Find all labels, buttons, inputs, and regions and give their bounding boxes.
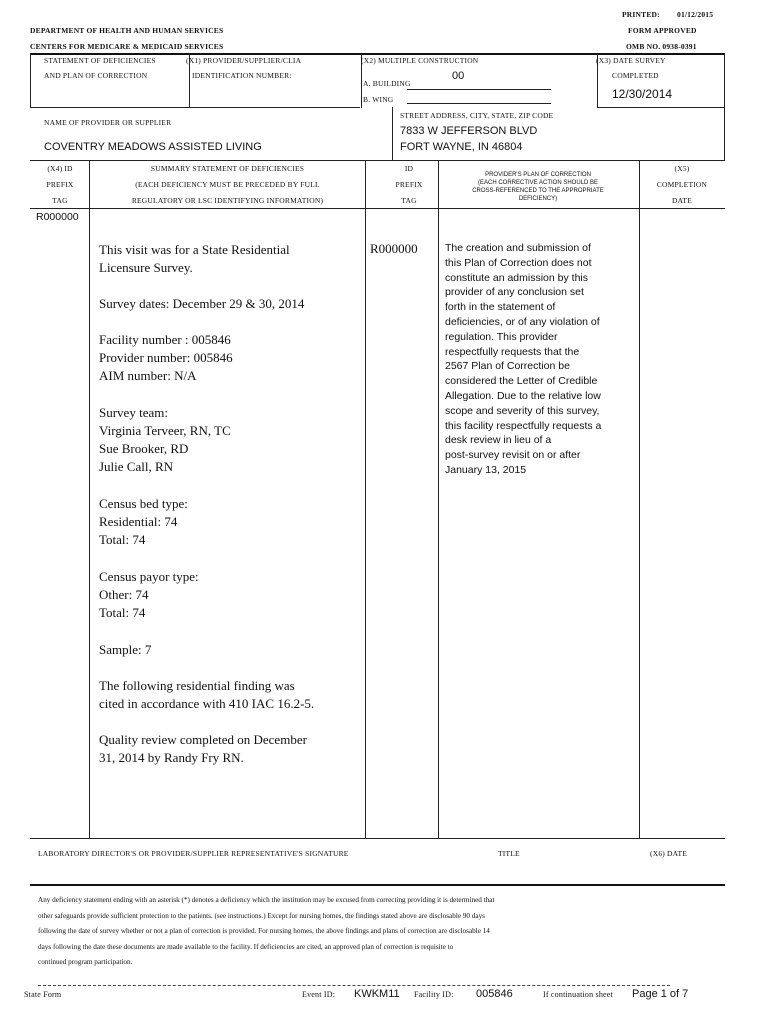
continuation-label: If continuation sheet: [543, 990, 613, 999]
column-divider: [89, 160, 90, 838]
id-label: ID: [404, 164, 414, 173]
grid-divider: [598, 107, 725, 108]
summary-header: SUMMARY STATEMENT OF DEFICIENCIES: [150, 164, 305, 173]
signature-border: [30, 884, 725, 886]
identification-label: IDENTIFICATION NUMBER:: [192, 71, 292, 80]
printed-date: 01/12/2015: [677, 10, 714, 19]
address-label: STREET ADDRESS, CITY, STATE, ZIP CODE: [400, 111, 554, 120]
disclaimer-line: continued program participation.: [38, 958, 133, 966]
table-bottom-border: [30, 838, 725, 839]
street-address: 7833 W JEFFERSON BLVD: [400, 125, 538, 137]
wing-label: B. WING: [363, 95, 394, 104]
x6-date-label: (X6) DATE: [650, 849, 688, 858]
wing-underline: [407, 103, 551, 104]
completion-label: COMPLETION: [656, 180, 708, 189]
x4-tag-label: TAG: [52, 196, 68, 205]
poc-header-line1: PROVIDER'S PLAN OF CORRECTION: [485, 172, 591, 178]
building-label: A. BUILDING: [363, 79, 411, 88]
grid-divider: [724, 53, 725, 161]
summary-header-line2: (EACH DEFICIENCY MUST BE PRECEDED BY FULL: [135, 180, 320, 189]
x4-prefix-label: PREFIX: [46, 180, 74, 189]
summary-paragraph: The following residential finding was cited in accordance with 410 IAC 16.2-5.: [99, 678, 315, 711]
summary-paragraph: Census payor type: Other: 74 Total: 74: [99, 569, 199, 620]
building-value: 00: [452, 70, 465, 82]
summary-header-line3: REGULATORY OR LSC IDENTIFYING INFORMATION): [131, 196, 324, 205]
footer-rule: [38, 985, 670, 986]
disclaimer-line: Any deficiency statement ending with an asterisk (*) denotes a deficiency which the institution may be excused from correcting providing it is determined that: [38, 896, 495, 904]
cms-name: CENTERS FOR MEDICARE & MEDICAID SERVICES: [30, 42, 224, 51]
poc-header-line4: DEFICIENCY): [518, 196, 558, 202]
summary-paragraph: Sample: 7: [99, 642, 152, 657]
disclaimer-line: other safeguards provide sufficient protection to the patients. (see instructions.) Except for nursing homes, the findings stated above are disclosable 90 days: [38, 911, 485, 920]
facility-id-label: Facility ID:: [414, 990, 454, 999]
x3-label: (X3) DATE SURVEY: [596, 56, 666, 65]
id-prefix-tag: R000000: [370, 241, 418, 256]
plan-label: AND PLAN OF CORRECTION: [44, 71, 148, 80]
grid-divider: [392, 107, 393, 161]
date-label: DATE: [672, 196, 692, 205]
state-form-label: State Form: [24, 990, 62, 999]
form-approved: FORM APPROVED: [628, 26, 697, 35]
facility-id-value: 005846: [476, 988, 513, 1000]
summary-paragraph: This visit was for a State Residential Licensure Survey.: [99, 242, 290, 275]
x2-label: (X2) MULTIPLE CONSTRUCTION: [361, 56, 479, 65]
grid-divider: [30, 208, 725, 209]
grid-divider: [30, 107, 360, 108]
disclaimer-line: following the date of survey whether or not a plan of correction is provided. For nursing homes, the above findings and plans of correction are disclosable 14: [38, 927, 490, 935]
x1-label: (X1) PROVIDER/SUPPLIER/CLIA: [186, 56, 302, 65]
city-state-zip: FORT WAYNE, IN 46804: [400, 141, 523, 153]
grid-top-border: [30, 53, 725, 55]
summary-paragraph: Survey team: Virginia Terveer, RN, TC Sue Brooker, RD Julie Call, RN: [99, 405, 231, 474]
column-divider: [438, 160, 439, 838]
summary-statement: [99, 241, 361, 767]
tag-label: TAG: [401, 196, 417, 205]
statement-label: STATEMENT OF DEFICIENCIES: [44, 56, 156, 65]
column-divider: [639, 160, 640, 838]
summary-paragraph: Quality review completed on December 31, 2014 by Randy Fry RN.: [99, 732, 307, 765]
poc-header-line2: (EACH CORRECTIVE ACTION SHOULD BE: [477, 180, 599, 186]
poc-header-line3: CROSS-REFERENCED TO THE APPROPRIATE: [472, 188, 604, 194]
plan-of-correction-text: The creation and submission of this Plan of Correction does not constitute an admission by this provider of any conclusion set forth in the statement of deficiencies, or of any violation of regulation. This provider respectfully requests that the 2567 Plan of Correction be considered the Letter of Credible Allegation. Due to the relative low scope and severity of this survey, this facility respectfully requests a desk review in lieu of a post-survey revisit on or after January 13, 2015: [445, 242, 602, 476]
department-name: DEPARTMENT OF HEALTH AND HUMAN SERVICES: [30, 26, 224, 35]
column-divider: [365, 160, 366, 838]
summary-paragraph: Census bed type: Residential: 74 Total: 74: [99, 496, 188, 547]
left-tag: R000000: [36, 211, 79, 223]
signature-label: LABORATORY DIRECTOR'S OR PROVIDER/SUPPLIER REPRESENTATIVE'S SIGNATURE: [38, 849, 349, 858]
building-underline: [407, 89, 551, 90]
omb-number: OMB NO. 0938-0391: [626, 42, 697, 51]
page-number: Page 1 of 7: [632, 988, 689, 1000]
poc-header: [438, 171, 638, 203]
summary-paragraph: Survey dates: December 29 & 30, 2014: [99, 296, 305, 311]
provider-name: COVENTRY MEADOWS ASSISTED LIVING: [44, 141, 262, 153]
printed-label: PRINTED:: [622, 10, 660, 19]
prefix-label: PREFIX: [395, 180, 423, 189]
completed-label: COMPLETED: [612, 71, 659, 80]
grid-divider: [30, 160, 725, 161]
event-id-value: KWKM11: [354, 988, 400, 1000]
title-label: TITLE: [498, 849, 520, 858]
survey-completed-date: 12/30/2014: [612, 87, 673, 101]
x4-id-label: (X4) ID: [47, 164, 73, 173]
provider-name-label: NAME OF PROVIDER OR SUPPLIER: [44, 118, 172, 127]
grid-divider: [30, 53, 31, 108]
summary-paragraph: Facility number : 005846 Provider number: 005846 AIM number: N/A: [99, 332, 233, 383]
disclaimer: [38, 893, 718, 971]
disclaimer-line: days following the date these documents are made available to the facility. If deficiencies are cited, an approved plan of correction is requisite to: [38, 942, 454, 951]
event-id-label: Event ID:: [302, 990, 336, 999]
x5-label: (X5): [674, 164, 690, 173]
